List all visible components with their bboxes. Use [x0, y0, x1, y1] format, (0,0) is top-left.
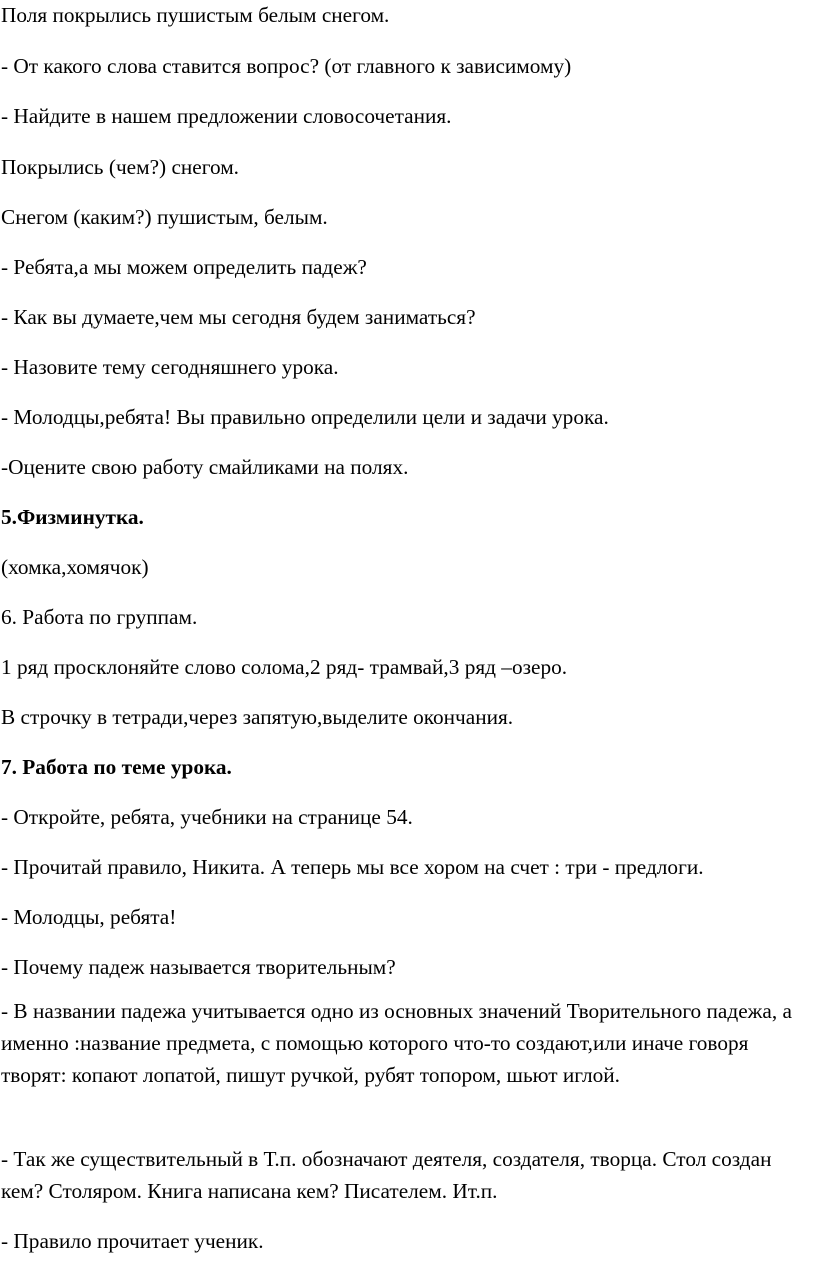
paragraph-instrumental-explanation: - В названии падежа учитывается одно из основных значений Творительного падежа, а именно :название предмета, с помощью которого что-то создают,или иначе говоря творят: копают лопатой, пишут ручкой, рубят топором, шьют иглой.	[1, 999, 792, 1087]
paragraph-what-we-do: - Как вы думаете,чем мы сегодня будем заниматься?	[1, 305, 476, 329]
paragraph-declension-task: 1 ряд просклоняйте слово солома,2 ряд- трамвай,3 ряд –озеро.	[1, 655, 568, 679]
paragraph-phrase-1: Покрылись (чем?) снегом.	[1, 155, 239, 179]
paragraph-case-question: - Ребята,а мы можем определить падеж?	[1, 255, 367, 279]
paragraph-find-phrases: - Найдите в нашем предложении словосочетания.	[1, 104, 452, 128]
paragraph-instrumental-question: - Почему падеж называется творительным?	[1, 955, 396, 979]
paragraph-self-assessment: -Оцените свою работу смайликами на полях.	[1, 455, 409, 479]
paragraph-agent-meaning: - Так же существительный в Т.п. обозначают деятеля, создателя, творца. Стол создан кем? Столяром. Книга написана кем? Писателем. Ит.п.	[1, 1147, 772, 1203]
paragraph-question-word: - От какого слова ставится вопрос? (от главного к зависимому)	[1, 54, 572, 78]
paragraph-student-reads: - Правило прочитает ученик.	[1, 1229, 264, 1253]
paragraph-praise-goals: - Молодцы,ребята! Вы правильно определили цели и задачи урока.	[1, 405, 609, 429]
paragraph-read-rule: - Прочитай правило, Никита. А теперь мы все хором на счет : три - предлоги.	[1, 855, 704, 879]
paragraph-hamster: (хомка,хомячок)	[1, 555, 149, 579]
section-heading-group-work: 6. Работа по группам.	[1, 605, 198, 629]
paragraph-praise: - Молодцы, ребята!	[1, 905, 177, 929]
paragraph-phrase-2: Снегом (каким?) пушистым, белым.	[1, 205, 328, 229]
section-heading-lesson-work: 7. Работа по теме урока.	[1, 755, 232, 779]
paragraph-notebook-task: В строчку в тетради,через запятую,выделите окончания.	[1, 705, 514, 729]
paragraph-sentence: Поля покрылись пушистым белым снегом.	[1, 3, 390, 27]
paragraph-lesson-topic: - Назовите тему сегодняшнего урока.	[1, 355, 339, 379]
section-heading-physical-break: 5.Физминутка.	[1, 505, 144, 529]
paragraph-open-textbook: - Откройте, ребята, учебники на странице 54.	[1, 805, 413, 829]
